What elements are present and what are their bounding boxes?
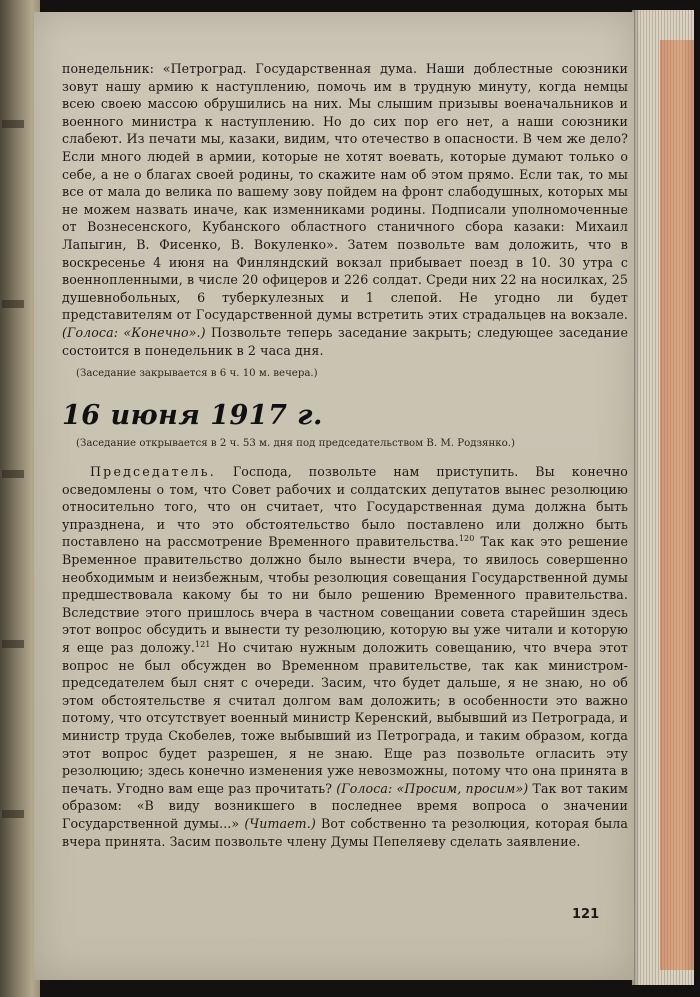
session-opening-note: (Заседание открывается в 2 ч. 53 м. дня под председательством В. М. Родзянко.) [76, 438, 515, 450]
speech-part-3: Но считаю нужным доложить совещанию, что вчера этот вопрос не был обсужден во Временном правительстве, так как министром-председателем был снят с очереди. Засим, что будет дальше, я не знаю, но об этом обстоятельстве я считал долгом вам доложить; в особенности это важно потому, что отсутствует военный министр Керенский, выбывший из Петрограда, и министр труда Скобелев, тоже выбывший из Петрограда, и таким образом, когда этот вопрос будет разрешен, я не знаю. Еще раз позвольте огласить эту резолюцию; здесь конечно изменения уже невозможны, потому что она принята в печать. Угодно вам еще раз прочитать? [62, 640, 628, 796]
continued-paragraph [62, 60, 628, 359]
left-page-text-fragment [2, 640, 24, 648]
footnote-ref: 120 [458, 534, 475, 544]
chairman-speech [62, 463, 628, 850]
page-number: 121 [572, 907, 600, 922]
book-page [34, 12, 634, 980]
reads-remark: (Читает.) [244, 815, 316, 831]
session-closing-note: (Заседание закрывается в 6 ч. 10 м. вечера.) [76, 368, 318, 380]
book-cover-edge [660, 40, 694, 970]
speech-part-5: Вот собственно та резолюция, которая была вчера принята. Засим позвольте члену Думы Пепеляеву сделать заявление. [62, 815, 628, 849]
continued-paragraph-text: понедельник: «Петроград. Государственная дума. Наши доблестные союзники зовут нашу армию к наступлению, помочь им в трудную минуту, когда немцы всею своею массою обрушились на них. Мы слышим призывы военачальников и военного министра к наступлению. Но до сих пор его нет, а наши союзники слабеют. Из печати мы, казаки, видим, что отечество в опасности. В чем же дело? Если много людей в армии, которые не хотят воевать, которые думают только о себе, а не о благах своей родины, то скажите нам об этом прямо. Если так, то мы все от мала до велика по вашему зову пойдем на фронт слабодушных, которых мы не можем назвать иначе, как изменниками родины. Подписали уполномоченные от Вознесенского, Кубанского областного станичного сбора казаки: Михаил Лапыгин, В. Фисенко, В. Вокуленко». Затем позвольте вам доложить, что в воскресенье 4 июня на Финляндский вокзал прибывает поезд в 10. 30 утра с военнопленными, в числе 20 офицеров и 226 солдат. Среди них 22 на носилках, 25 душевнобольных, 6 туберкулезных и 1 слепой. Не угодно ли будет представителям от Государственной думы встретить этих страдальцев на вокзале. [62, 61, 628, 323]
voices-remark: (Голоса: «Просим, просим») [336, 780, 529, 796]
speaker-label: Председатель. [90, 464, 216, 480]
left-page-text-fragment [2, 810, 24, 818]
page-content [62, 60, 628, 850]
speech-part-2: Так как это решение Временное правительство должно было вынести вчера, то явилось совершенно необходимым и неизбежным, чтобы резолюция совещания Государственной думы предшествовала какому бы то ни было решению Временного правительства. Вследствие этого пришлось вчера в частном совещании совета старейшин здесь этот вопрос обсудить и вынести ту резолюцию, которую вы уже читали и которую я еще раз доложу. [62, 534, 628, 656]
footnote-ref: 121 [194, 639, 211, 649]
left-page-text-fragment [2, 120, 24, 128]
speech-part-4: Так вот таким образом: «В виду возникшего в последнее время вопроса о значении Государственной думы...» [62, 780, 629, 831]
continued-paragraph-end: Позвольте теперь заседание закрыть; следующее заседание состоится в понедельник в 2 часа дня. [62, 324, 629, 358]
left-page-text-fragment [2, 470, 24, 478]
left-page-text-fragment [2, 300, 24, 308]
voices-remark: (Голоса: «Конечно».) [62, 324, 206, 340]
session-date-heading: 16 июня 1917 г. [62, 400, 323, 432]
speech-part-1: Господа, позвольте нам приступить. Вы конечно осведомлены о том, что Совет рабочих и солдатских депутатов вынес резолюцию относительно того, что он считает, что Государственная дума должна быть упразднена, и что это обстоятельство было поставлено или должно быть поставлено на рассмотрение Временного правительства. [62, 464, 628, 550]
